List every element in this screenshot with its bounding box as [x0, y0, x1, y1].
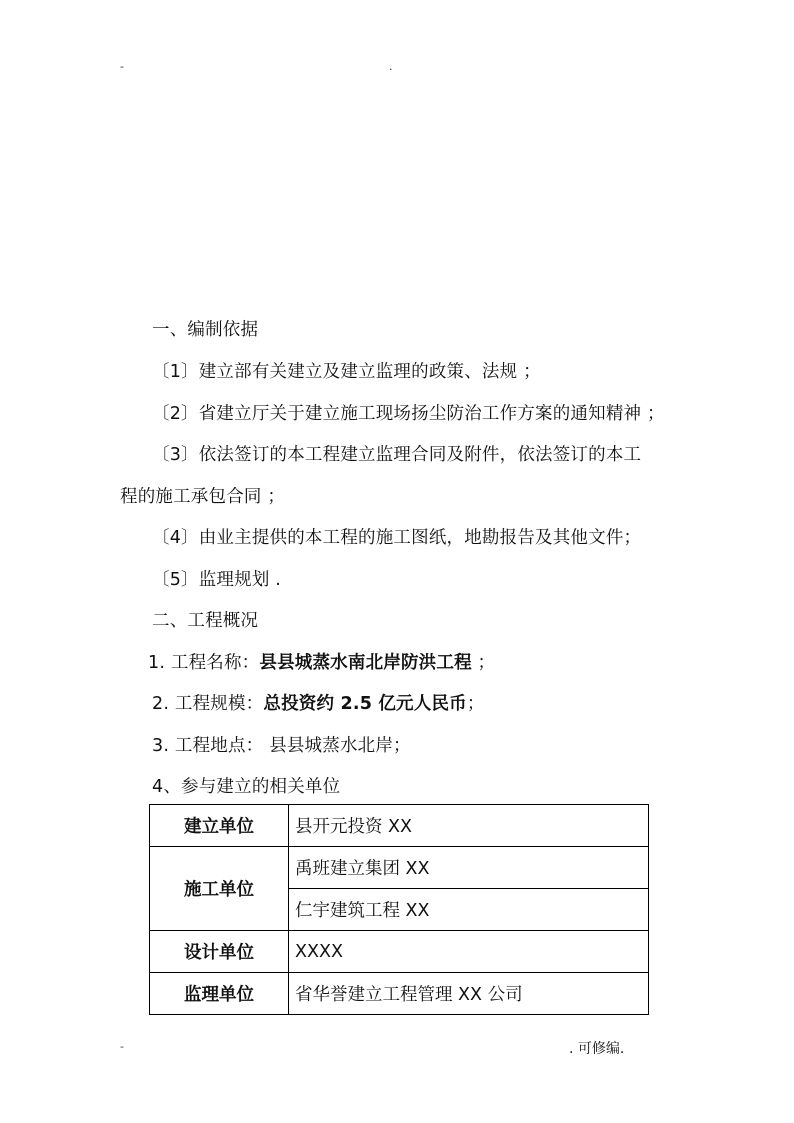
- supervisor-value: 省华誉建立工程管理 XX 公司: [289, 973, 649, 1015]
- project-scale-end: ；: [466, 694, 485, 714]
- footer-right-text: . 可修编.: [569, 1041, 625, 1057]
- section2-title: 二、工程概况: [152, 611, 259, 631]
- table-row: [150, 973, 649, 1015]
- table-row: [150, 847, 649, 889]
- project-name-end: ；: [471, 653, 496, 673]
- project-scale-value: 总投资约 2.5 亿元人民币: [263, 694, 467, 714]
- basis-item-4: 〔4〕由业主提供的本工程的施工图纸，地勘报告及其他文件；: [152, 528, 642, 548]
- project-name-value: 县县城蒸水南北岸防洪工程: [259, 653, 472, 673]
- project-name-label: 工程名称：: [170, 653, 260, 673]
- header-center-mark: .: [389, 60, 393, 73]
- table-row: [150, 805, 649, 847]
- project-location-value: 县县城蒸水北岸；: [269, 736, 411, 756]
- basis-item-3: 〔3〕依法签订的本工程建立监理合同及附件，依法签订的本工: [152, 445, 642, 465]
- owner-value: 县开元投资 XX: [289, 805, 649, 847]
- contractor-value-1: 禹班建立集团 XX: [289, 847, 649, 889]
- basis-item-3-cont: 程的施工承包合同 ；: [120, 487, 286, 507]
- basis-item-2: 〔2〕省建立厅关于建立施工现场扬尘防治工作方案的通知精神 ；: [152, 404, 665, 424]
- basis-item-1: 〔1〕建立部有关建立及建立监理的政策、法规 ；: [152, 362, 541, 382]
- units-title: 4、参与建立的相关单位: [152, 777, 341, 797]
- contractor-value-2: 仁宇建筑工程 XX: [289, 889, 649, 931]
- project-location-label: 工程地点：: [174, 736, 264, 756]
- table-row: [150, 931, 649, 973]
- project-name-line: [148, 649, 495, 674]
- owner-label: 建立单位: [150, 805, 289, 847]
- designer-label: 设计单位: [150, 931, 289, 973]
- units-table: [149, 804, 649, 1015]
- project-name-num: 1.: [148, 653, 166, 673]
- footer-left-mark: -: [120, 1040, 124, 1053]
- supervisor-label: 监理单位: [150, 973, 289, 1015]
- designer-value: XXXX: [289, 931, 649, 973]
- header-left-mark: -: [120, 60, 124, 73]
- project-scale-line: [152, 690, 485, 715]
- section1-title: 一、编制依据: [152, 320, 259, 340]
- project-scale-num: 2.: [152, 694, 170, 714]
- project-location-num: 3.: [152, 736, 170, 756]
- project-location-line: [152, 732, 411, 757]
- basis-item-5: 〔5〕监理规划 .: [152, 570, 282, 590]
- contractor-label: 施工单位: [150, 847, 289, 931]
- project-scale-label: 工程规模：: [174, 694, 264, 714]
